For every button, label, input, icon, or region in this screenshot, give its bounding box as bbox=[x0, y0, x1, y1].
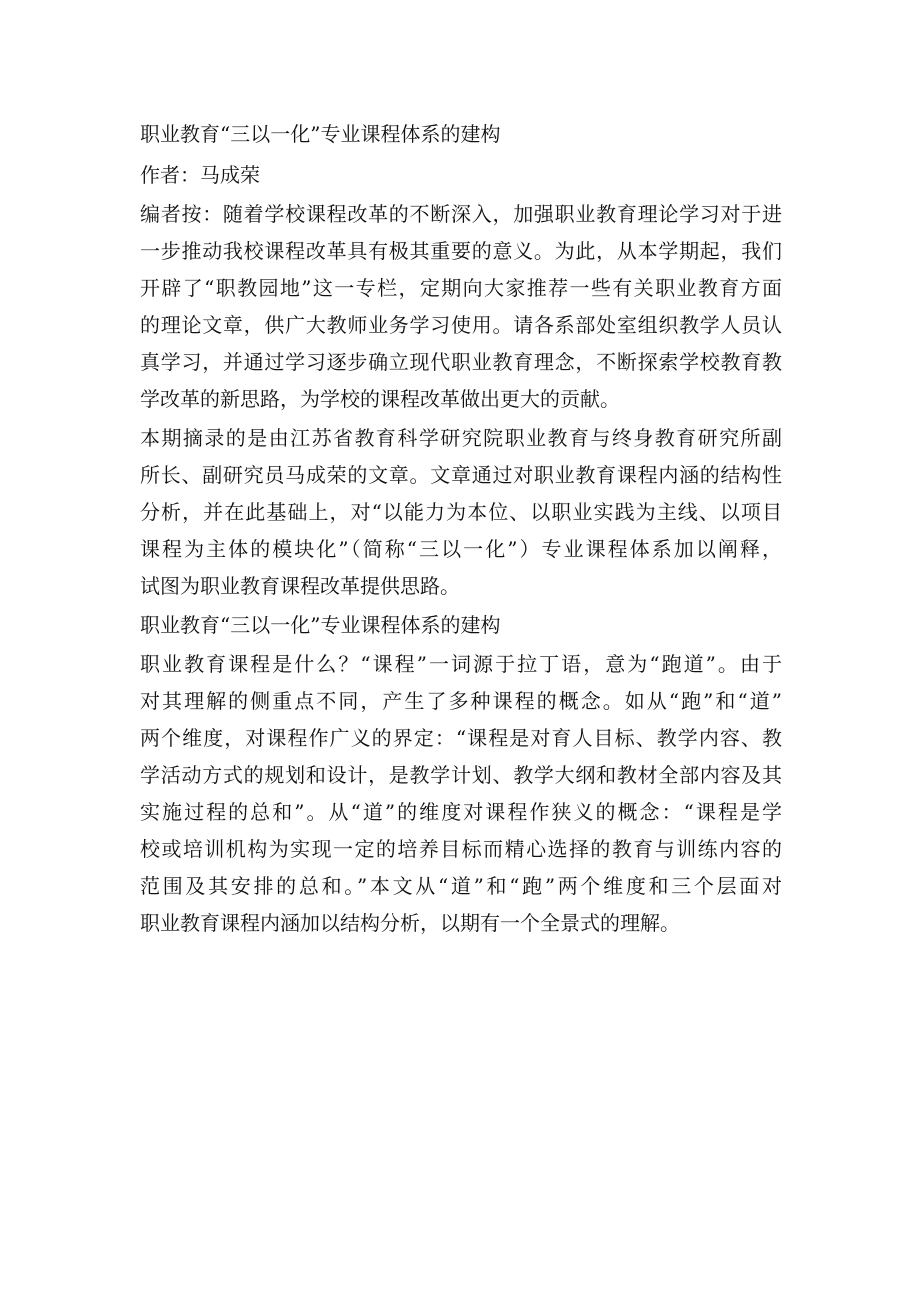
editor-note-line: 的理论文章，供广大教师业务学习使用。请各系部处室组织教学人员认 bbox=[140, 313, 782, 337]
body-line: 职业教育课程内涵加以结构分析，以期有一个全景式的理解。 bbox=[140, 911, 680, 935]
document-page bbox=[140, 116, 782, 942]
intro-line: 分析，并在此基础上，对“以能力为本位、以职业实践为主线、以项目 bbox=[140, 500, 782, 524]
intro-line: 本期摘录的是由江苏省教育科学研究院职业教育与终身教育研究所副 bbox=[140, 426, 782, 450]
editor-note-line: 真学习，并通过学习逐步确立现代职业教育理念，不断探索学校教育教 bbox=[140, 350, 782, 374]
body-line: 校或培训机构为实现一定的培养目标而精心选择的教育与训练内容的 bbox=[140, 837, 782, 861]
body-line: 对其理解的侧重点不同，产生了多种课程的概念。如从“跑”和“道” bbox=[140, 689, 782, 713]
body-paragraph bbox=[140, 646, 782, 942]
editor-note-paragraph bbox=[140, 196, 782, 418]
document-title: 职业教育“三以一化”专业课程体系的建构 bbox=[140, 122, 501, 146]
editor-note-line: 开辟了“职教园地”这一专栏，定期向大家推荐一些有关职业教育方面 bbox=[140, 276, 782, 300]
author-line: 作者：马成荣 bbox=[140, 163, 260, 187]
intro-paragraph bbox=[140, 420, 782, 605]
body-line: 职业教育课程是什么？“课程”一词源于拉丁语，意为“跑道”。由于 bbox=[140, 652, 782, 676]
body-line: 两个维度，对课程作广义的界定：“课程是对育人目标、教学内容、教 bbox=[140, 726, 782, 750]
section-title: 职业教育“三以一化”专业课程体系的建构 bbox=[140, 613, 501, 637]
intro-line: 课程为主体的模块化”（简称“三以一化”）专业课程体系加以阐释， bbox=[140, 537, 782, 561]
editor-note-line: 编者按：随着学校课程改革的不断深入，加强职业教育理论学习对于进 bbox=[140, 202, 782, 226]
editor-note-line: 一步推动我校课程改革具有极其重要的意义。为此，从本学期起，我们 bbox=[140, 239, 782, 263]
intro-line: 所长、副研究员马成荣的文章。文章通过对职业教育课程内涵的结构性 bbox=[140, 463, 782, 487]
body-line: 实施过程的总和”。从“道”的维度对课程作狭义的概念：“课程是学 bbox=[140, 800, 782, 824]
intro-line: 试图为职业教育课程改革提供思路。 bbox=[140, 574, 460, 598]
editor-note-line: 学改革的新思路，为学校的课程改革做出更大的贡献。 bbox=[140, 387, 620, 411]
body-line: 学活动方式的规划和设计，是教学计划、教学大纲和教材全部内容及其 bbox=[140, 763, 782, 787]
body-line: 范围及其安排的总和。”本文从“道”和“跑”两个维度和三个层面对 bbox=[140, 874, 782, 898]
